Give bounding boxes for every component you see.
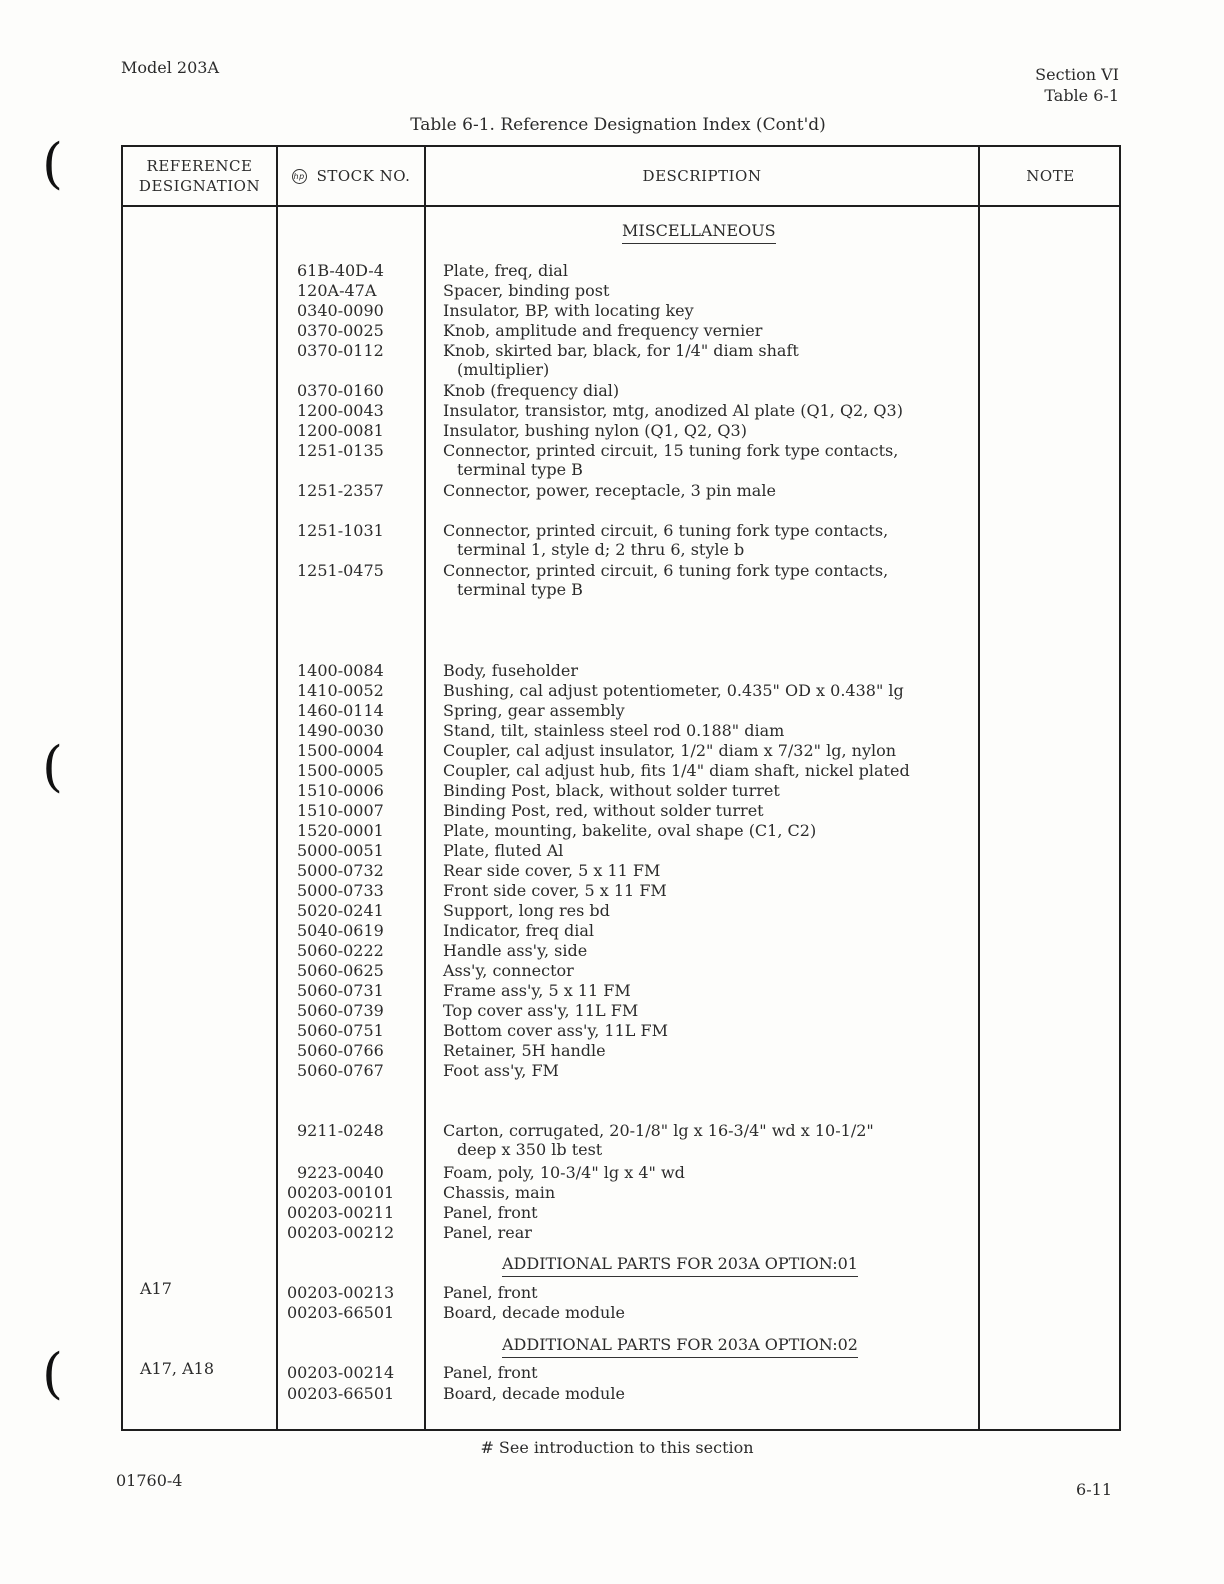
page-number: 6-11 [1076,1480,1112,1499]
punch-hole-top: ( [42,132,64,195]
stock-number: 9211-0248 [297,1121,384,1140]
part-description: Handle ass'y, side [443,941,588,960]
part-description: Spacer, binding post [443,281,610,300]
part-description: Bottom cover ass'y, 11L FM [443,1021,668,1040]
stock-number: 00203-00213 [287,1283,395,1302]
column-header-stock-label: STOCK NO. [316,167,411,185]
stock-number: 1490-0030 [297,721,384,740]
part-description: Panel, rear [443,1223,532,1242]
footnote: # See introduction to this section [480,1438,754,1457]
stock-number: 00203-66501 [287,1384,395,1403]
stock-number: 5060-0731 [297,981,384,1000]
stock-number: 1251-0475 [297,561,384,580]
part-description: Insulator, BP, with locating key [443,301,694,320]
stock-number: 5000-0051 [297,841,384,860]
stock-number: 1410-0052 [297,681,384,700]
stock-number: 5060-0222 [297,941,384,960]
section-heading-miscellaneous: MISCELLANEOUS [622,221,776,244]
stock-number: 1500-0005 [297,761,384,780]
part-description: Plate, freq, dial [443,261,568,280]
column-divider [424,147,426,1429]
part-description: Chassis, main [443,1183,556,1202]
stock-number: 9223-0040 [297,1163,384,1182]
part-description-continued: (multiplier) [457,360,550,379]
part-description: Rear side cover, 5 x 11 FM [443,861,661,880]
stock-number: 5060-0767 [297,1061,384,1080]
part-description: Ass'y, connector [443,961,574,980]
stock-number: 0370-0025 [297,321,384,340]
stock-number: 00203-00211 [287,1203,395,1222]
part-description: Board, decade module [443,1303,625,1322]
stock-number: 5040-0619 [297,921,384,940]
part-description: Knob, skirted bar, black, for 1/4" diam shaft [443,341,799,360]
part-description: Carton, corrugated, 20-1/8" lg x 16-3/4" wd x 10-1/2" [443,1121,874,1140]
section-heading-option01: ADDITIONAL PARTS FOR 203A OPTION:01 [502,1254,858,1277]
column-header-stock [278,147,424,205]
part-description: Foot ass'y, FM [443,1061,559,1080]
part-description: Stand, tilt, stainless steel rod 0.188" diam [443,721,785,740]
stock-number: 1500-0004 [297,741,384,760]
stock-number: 61B-40D-4 [297,261,384,280]
part-description: Foam, poly, 10-3/4" lg x 4" wd [443,1163,685,1182]
stock-number: 5060-0625 [297,961,384,980]
part-description: Front side cover, 5 x 11 FM [443,881,667,900]
stock-number: 1251-0135 [297,441,384,460]
stock-number: 5060-0739 [297,1001,384,1020]
part-description: Retainer, 5H handle [443,1041,606,1060]
stock-number: 1200-0081 [297,421,384,440]
stock-number: 1400-0084 [297,661,384,680]
part-description: Bushing, cal adjust potentiometer, 0.435" OD x 0.438" lg [443,681,904,700]
header-rule [123,205,1119,207]
stock-number: 0370-0112 [297,341,384,360]
part-description: Connector, power, receptacle, 3 pin male [443,481,776,500]
part-description: Coupler, cal adjust hub, fits 1/4" diam shaft, nickel plated [443,761,910,780]
stock-number: 120A-47A [297,281,377,300]
stock-number: 0370-0160 [297,381,384,400]
part-description: Knob, amplitude and frequency vernier [443,321,763,340]
part-description: Body, fuseholder [443,661,579,680]
stock-number: 1510-0007 [297,801,384,820]
stock-number: 00203-00101 [287,1183,395,1202]
part-description: Spring, gear assembly [443,701,625,720]
stock-number: 5060-0766 [297,1041,384,1060]
part-description: Panel, front [443,1363,538,1382]
part-description: Indicator, freq dial [443,921,594,940]
part-description: Board, decade module [443,1384,625,1403]
part-description: Binding Post, black, without solder turret [443,781,780,800]
part-description: Frame ass'y, 5 x 11 FM [443,981,631,1000]
stock-number: 1510-0006 [297,781,384,800]
part-description: Coupler, cal adjust insulator, 1/2" diam x 7/32" lg, nylon [443,741,897,760]
ref-designation-option02: A17, A18 [140,1359,214,1378]
stock-number: 5020-0241 [297,901,384,920]
column-divider [978,147,980,1429]
stock-number: 5000-0732 [297,861,384,880]
part-description: Top cover ass'y, 11L FM [443,1001,639,1020]
table-ref: Table 6-1 [1044,86,1119,105]
column-header-reference [123,147,276,205]
part-description: Insulator, transistor, mtg, anodized Al plate (Q1, Q2, Q3) [443,401,903,420]
part-description: Connector, printed circuit, 6 tuning fork type contacts, [443,561,889,580]
part-description-continued: terminal 1, style d; 2 thru 6, style b [457,540,745,559]
stock-number: 00203-00214 [287,1363,395,1382]
punch-hole-bottom: ( [42,1342,64,1405]
column-header-note: NOTE [1026,167,1075,185]
column-header-reference-line1: REFERENCE [146,157,253,175]
part-description: Connector, printed circuit, 15 tuning fork type contacts, [443,441,899,460]
part-description-continued: deep x 350 lb test [457,1140,603,1159]
column-header-description: DESCRIPTION [642,167,762,185]
part-description: Binding Post, red, without solder turret [443,801,764,820]
section-number: Section VI [1035,65,1119,84]
stock-number: 00203-66501 [287,1303,395,1322]
part-description: Panel, front [443,1203,538,1222]
table-title: Table 6-1. Reference Designation Index (Cont'd) [410,115,826,135]
stock-number: 00203-00212 [287,1223,395,1242]
hp-logo-icon: hp [292,169,307,184]
part-description-continued: terminal type B [457,460,583,479]
stock-number: 1251-2357 [297,481,384,500]
part-description: Plate, fluted Al [443,841,564,860]
part-description: Connector, printed circuit, 6 tuning fork type contacts, [443,521,889,540]
section-heading-option02: ADDITIONAL PARTS FOR 203A OPTION:02 [502,1335,858,1358]
part-description: Insulator, bushing nylon (Q1, Q2, Q3) [443,421,747,440]
punch-hole-middle: ( [42,735,64,798]
stock-number: 5060-0751 [297,1021,384,1040]
document-number: 01760-4 [116,1471,183,1490]
part-description: Panel, front [443,1283,538,1302]
part-description-continued: terminal type B [457,580,583,599]
stock-number: 0340-0090 [297,301,384,320]
model-label: Model 203A [121,58,220,77]
stock-number: 5000-0733 [297,881,384,900]
ref-designation-option01: A17 [140,1279,172,1298]
part-description: Plate, mounting, bakelite, oval shape (C1, C2) [443,821,817,840]
stock-number: 1200-0043 [297,401,384,420]
section-label [1035,64,1119,106]
part-description: Support, long res bd [443,901,610,920]
column-header-reference-line2: DESIGNATION [138,177,261,195]
stock-number: 1460-0114 [297,701,384,720]
column-divider [276,147,278,1429]
stock-number: 1251-1031 [297,521,384,540]
part-description: Knob (frequency dial) [443,381,620,400]
stock-number: 1520-0001 [297,821,384,840]
